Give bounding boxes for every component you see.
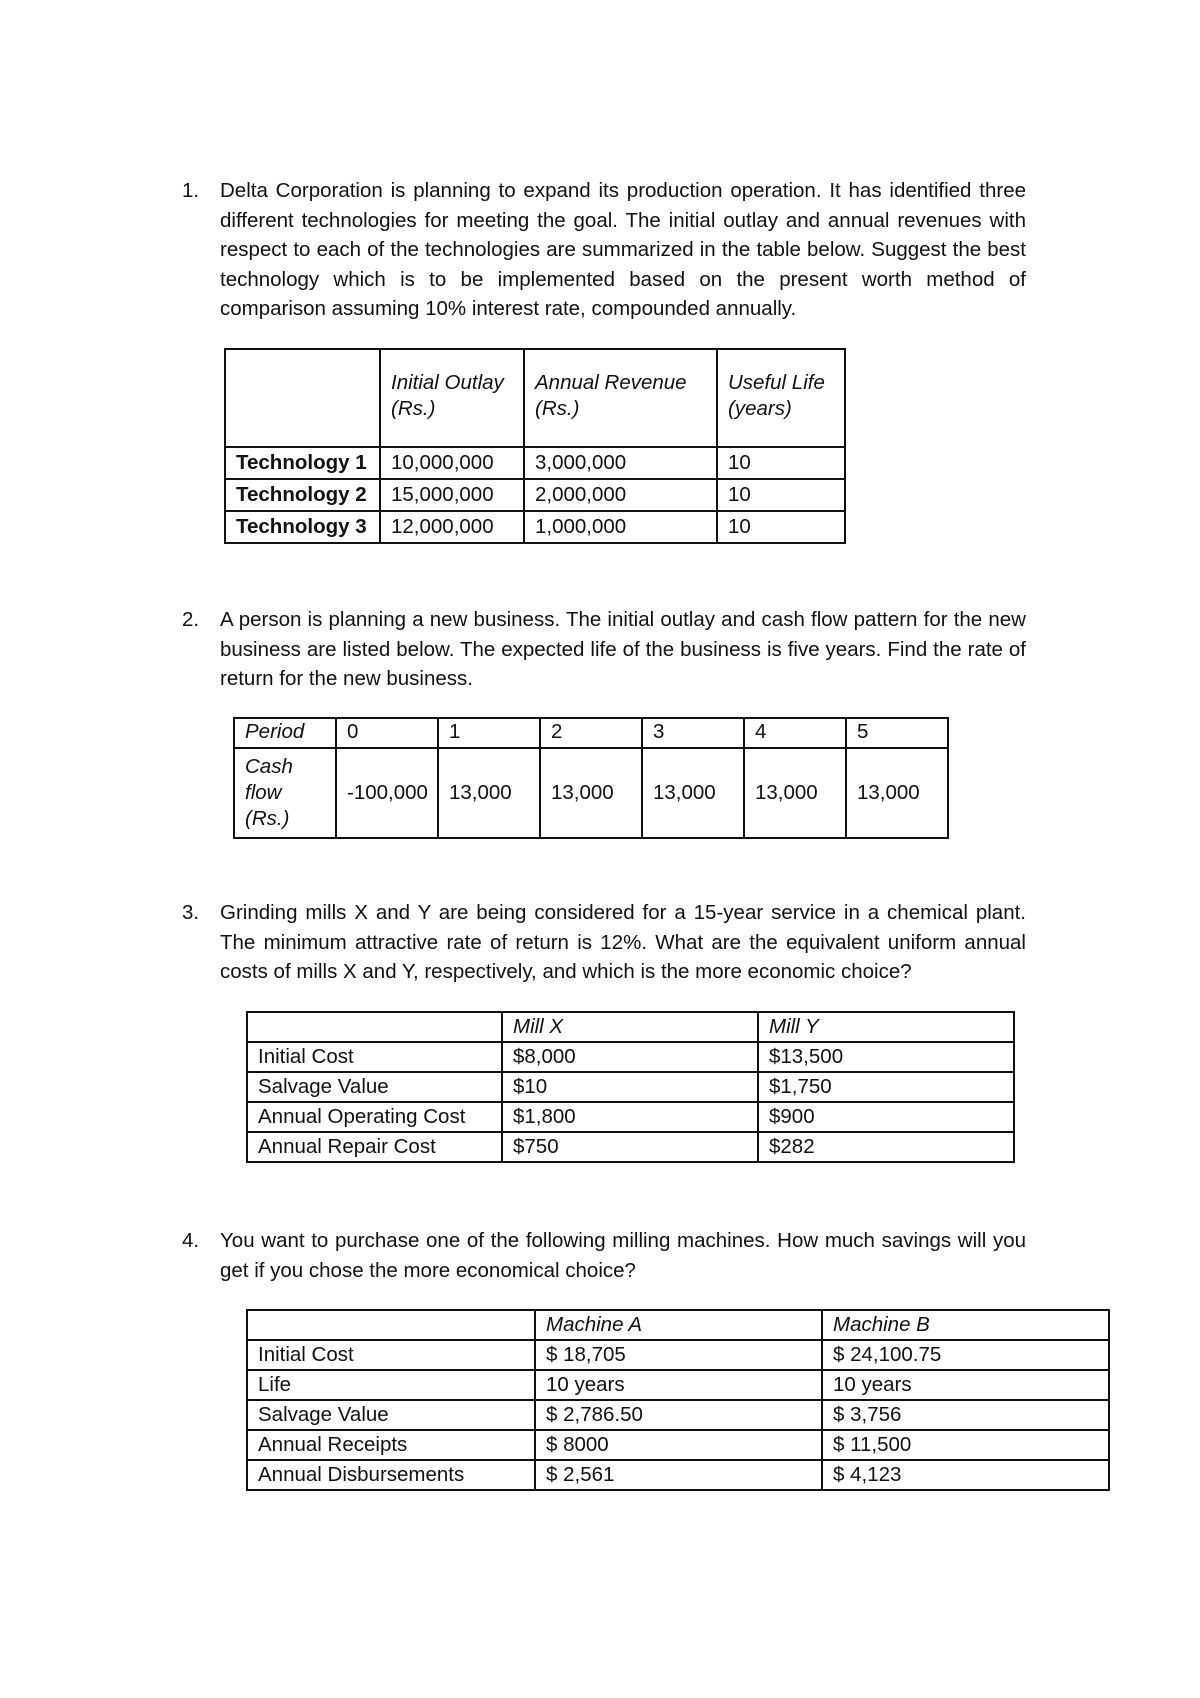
period-cell: 3 xyxy=(642,718,744,748)
period-label: Period xyxy=(234,718,336,748)
row-label: Technology 2 xyxy=(225,479,380,511)
row-label: Salvage Value xyxy=(247,1400,535,1430)
table-cell: $8,000 xyxy=(502,1042,758,1072)
table-row xyxy=(225,511,845,543)
table-cell: 10 xyxy=(717,511,845,543)
table-cell: $ 24,100.75 xyxy=(822,1340,1109,1370)
cash-flow-table xyxy=(233,717,949,839)
table-cell: $10 xyxy=(502,1072,758,1102)
row-label: Initial Cost xyxy=(247,1340,535,1370)
question-3 xyxy=(184,898,1026,987)
table-cell: $ 18,705 xyxy=(535,1340,822,1370)
table-cell: 2,000,000 xyxy=(524,479,717,511)
table-row xyxy=(247,1072,1014,1102)
table-cell: 10 years xyxy=(822,1370,1109,1400)
question-text: Delta Corporation is planning to expand its production operation. It has identified three different technologies for meeting the goal. The initial outlay and annual revenues with respect to each of the technologies are summarized in the table below. Suggest the best technology which is to be implemented based on the present worth method of comparison assuming 10% interest rate, compounded annually. xyxy=(220,179,1026,320)
table-cell: 10,000,000 xyxy=(380,447,524,479)
question-number: 1. xyxy=(182,179,200,202)
row-label: Annual Disbursements xyxy=(247,1460,535,1490)
question-4 xyxy=(184,1226,1026,1285)
table-cell: $900 xyxy=(758,1102,1014,1132)
row-label: Annual Operating Cost xyxy=(247,1102,502,1132)
question-number: 2. xyxy=(182,608,200,631)
table-cell: $750 xyxy=(502,1132,758,1162)
header-cell: Machine B xyxy=(822,1310,1109,1340)
question-text: You want to purchase one of the following milling machines. How much savings will you get if you chose the more economical choice? xyxy=(220,1229,1026,1282)
period-cell: 0 xyxy=(336,718,438,748)
table-row xyxy=(247,1132,1014,1162)
row-label: Initial Cost xyxy=(247,1042,502,1072)
question-1 xyxy=(184,176,1026,324)
grinding-mills-table xyxy=(246,1011,1015,1163)
table-row xyxy=(247,1460,1109,1490)
period-cell: 4 xyxy=(744,718,846,748)
table-cell: $ 11,500 xyxy=(822,1430,1109,1460)
question-text: Grinding mills X and Y are being considered for a 15-year service in a chemical plant. The minimum attractive rate of return is 12%. What are the equivalent uniform annual costs of mills X and Y, respectively, and which is the more economic choice? xyxy=(220,901,1026,983)
table-cell: $13,500 xyxy=(758,1042,1014,1072)
table-row xyxy=(247,1430,1109,1460)
table-row xyxy=(225,447,845,479)
table-cell: $282 xyxy=(758,1132,1014,1162)
row-label: Life xyxy=(247,1370,535,1400)
row-label: Salvage Value xyxy=(247,1072,502,1102)
table-cell: 10 xyxy=(717,447,845,479)
question-text: A person is planning a new business. The initial outlay and cash flow pattern for the new business are listed below. The expected life of the business is five years. Find the rate of return for the new business. xyxy=(220,608,1026,690)
cashflow-label: Cash flow (Rs.) xyxy=(234,748,336,838)
table-header-row xyxy=(234,718,948,748)
header-cell xyxy=(247,1310,535,1340)
table-row xyxy=(247,1400,1109,1430)
table-cell: $ 2,561 xyxy=(535,1460,822,1490)
technology-table xyxy=(224,348,846,544)
row-label: Technology 3 xyxy=(225,511,380,543)
cashflow-cell: -100,000 xyxy=(336,748,438,838)
table-cell: $1,800 xyxy=(502,1102,758,1132)
table-header-row xyxy=(247,1012,1014,1042)
table-cell: $ 3,756 xyxy=(822,1400,1109,1430)
row-label: Technology 1 xyxy=(225,447,380,479)
table-cell: $ 2,786.50 xyxy=(535,1400,822,1430)
header-cell: Initial Outlay (Rs.) xyxy=(380,349,524,447)
question-number: 4. xyxy=(182,1229,200,1252)
cashflow-cell: 13,000 xyxy=(438,748,540,838)
table-header-row xyxy=(247,1310,1109,1340)
header-cell: Mill Y xyxy=(758,1012,1014,1042)
row-label: Annual Receipts xyxy=(247,1430,535,1460)
table-cell: $1,750 xyxy=(758,1072,1014,1102)
header-cell xyxy=(247,1012,502,1042)
period-cell: 1 xyxy=(438,718,540,748)
table-cell: 15,000,000 xyxy=(380,479,524,511)
period-cell: 5 xyxy=(846,718,948,748)
period-cell: 2 xyxy=(540,718,642,748)
milling-machines-table xyxy=(246,1309,1110,1491)
table-cell: $ 4,123 xyxy=(822,1460,1109,1490)
table-cell: 12,000,000 xyxy=(380,511,524,543)
table-header-row xyxy=(225,349,845,447)
row-label: Annual Repair Cost xyxy=(247,1132,502,1162)
table-cell: $ 8000 xyxy=(535,1430,822,1460)
table-row xyxy=(234,748,948,838)
table-cell: 1,000,000 xyxy=(524,511,717,543)
table-row xyxy=(225,479,845,511)
table-row xyxy=(247,1042,1014,1072)
table-cell: 10 xyxy=(717,479,845,511)
question-2 xyxy=(184,605,1026,694)
header-cell: Mill X xyxy=(502,1012,758,1042)
header-cell: Annual Revenue (Rs.) xyxy=(524,349,717,447)
table-row xyxy=(247,1102,1014,1132)
table-cell: 10 years xyxy=(535,1370,822,1400)
table-row xyxy=(247,1370,1109,1400)
table-cell: 3,000,000 xyxy=(524,447,717,479)
cashflow-cell: 13,000 xyxy=(642,748,744,838)
cashflow-cell: 13,000 xyxy=(744,748,846,838)
header-cell: Machine A xyxy=(535,1310,822,1340)
cashflow-cell: 13,000 xyxy=(846,748,948,838)
header-cell xyxy=(225,349,380,447)
table-row xyxy=(247,1340,1109,1370)
cashflow-cell: 13,000 xyxy=(540,748,642,838)
question-number: 3. xyxy=(182,901,200,924)
header-cell: Useful Life (years) xyxy=(717,349,845,447)
